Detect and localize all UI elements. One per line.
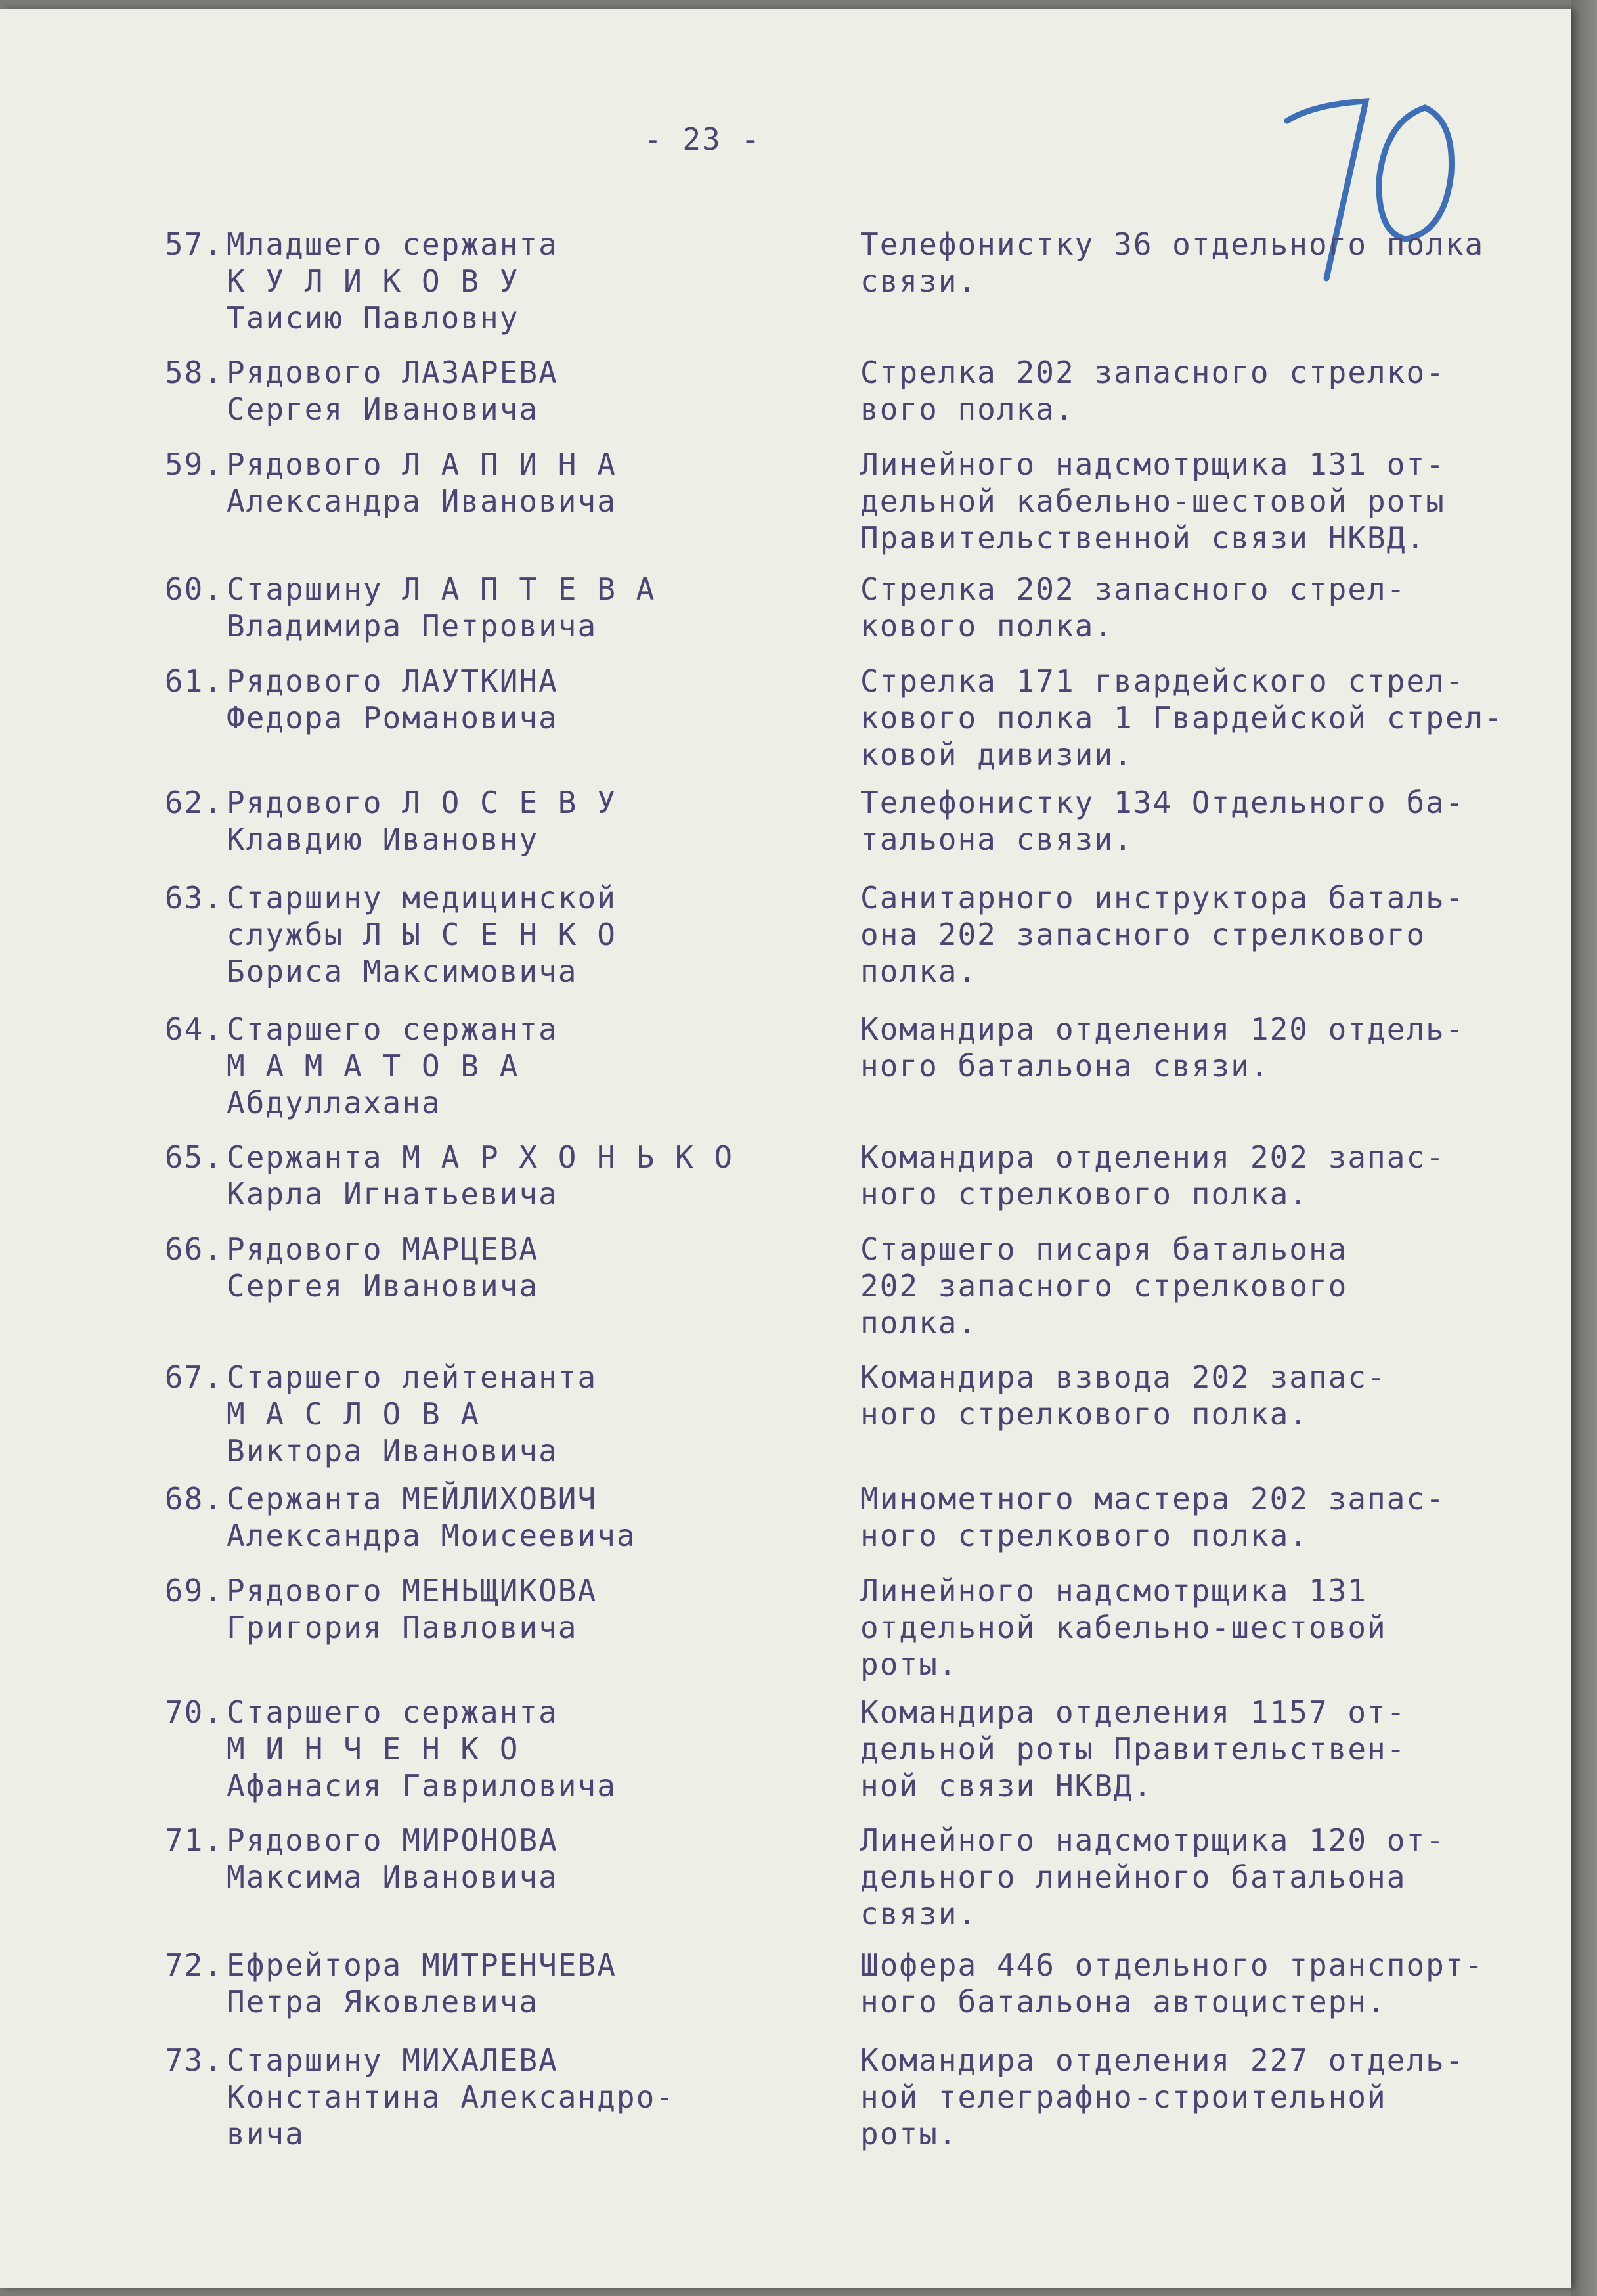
person-position: Санитарного инструктора баталь- она 202 запасного стрелкового полка. [860,880,1465,989]
person-position: Линейного надсмотрщика 120 от- дельного линейного батальона связи. [860,1822,1445,1932]
person-position: Командира отделения 120 отдель- ного батальона связи. [860,1011,1465,1084]
person-position: Стрелка 171 гвардейского стрел- кового полка 1 Гвардейской стрел- ковой дивизии. [860,663,1504,772]
person-position: Шофера 446 отдельного транспорт- ного батальона автоцистерн. [860,1947,1485,2020]
page-number: - 23 - [644,121,761,157]
entry-number: 59. [164,447,223,482]
document-page [0,9,1571,2288]
person-name: Старшину медицинской службы Л Ы С Е Н К О Бориса Максимовича [227,880,617,989]
entry-number: 73. [164,2042,223,2078]
person-name: Старшего сержанта М А М А Т О В А Абдуллахана [227,1011,558,1120]
person-position: Стрелка 202 запасного стрел- кового полка. [860,571,1407,644]
person-name: Рядового МИРОНОВА Максима Ивановича [227,1822,558,1895]
award-list [0,9,1571,2288]
entry-number: 57. [164,227,223,262]
entry-number: 68. [164,1481,223,1516]
entry-number: 61. [164,663,223,699]
entry-number: 62. [164,785,223,820]
person-position: Стрелка 202 запасного стрелко- вого полка. [860,355,1445,427]
person-name: Рядового МАРЦЕВА Сергея Ивановича [227,1231,539,1304]
person-position: Командира отделения 1157 от- дельной роты Правительствен- ной связи НКВД. [860,1694,1407,1803]
entry-number: 60. [164,571,223,607]
person-name: Ефрейтора МИТРЕНЧЕВА Петра Яковлевича [227,1947,617,2020]
person-position: Линейного надсмотрщика 131 отдельной кабельно-шестовой роты. [860,1573,1387,1682]
person-name: Старшего сержанта М И Н Ч Е Н К О Афанасия Гавриловича [227,1694,617,1803]
entry-number: 70. [164,1694,223,1730]
person-position: Телефонистку 36 отдельного полка связи. [860,227,1485,299]
entry-number: 65. [164,1139,223,1175]
entry-number: 64. [164,1011,223,1047]
person-position: Командира взвода 202 запас- ного стрелкового полка. [860,1359,1387,1432]
person-position: Старшего писаря батальона 202 запасного стрелкового полка. [860,1231,1348,1340]
entry-number: 66. [164,1231,223,1267]
entry-number: 67. [164,1359,223,1395]
entry-number: 72. [164,1947,223,1983]
person-name: Рядового Л А П И Н А Александра Ивановича [227,447,617,519]
person-name: Рядового ЛАУТКИНА Федора Романовича [227,663,558,736]
person-position: Линейного надсмотрщика 131 от- дельной кабельно-шестовой роты Правительственной связи НКВД. [860,447,1445,556]
person-position: Телефонистку 134 Отдельного ба- тальона связи. [860,785,1465,857]
person-position: Минометного мастера 202 запас- ного стрелкового полка. [860,1481,1445,1553]
person-name: Рядового МЕНЬЩИКОВА Григория Павловича [227,1573,598,1645]
person-position: Командира отделения 227 отдель- ной телеграфно-строительной роты. [860,2042,1465,2152]
entry-number: 63. [164,880,223,916]
person-name: Рядового Л О С Е В У Клавдию Ивановну [227,785,617,857]
person-position: Командира отделения 202 запас- ного стрелкового полка. [860,1139,1445,1212]
entry-number: 58. [164,355,223,390]
person-name: Старшего лейтенанта М А С Л О В А Виктора Ивановича [227,1359,598,1468]
person-name: Сержанта МЕЙЛИХОВИЧ Александра Моисеевича [227,1481,636,1553]
person-name: Сержанта М А Р Х О Н Ь К О Карла Игнатьевича [227,1139,734,1212]
person-name: Старшину Л А П Т Е В А Владимира Петровича [227,571,656,644]
scan-background-edge [1571,0,1597,2296]
person-name: Старшину МИХАЛЕВА Константина Александро- вича [227,2042,675,2152]
entry-number: 69. [164,1573,223,1608]
person-name: Рядового ЛАЗАРЕВА Сергея Ивановича [227,355,558,427]
entry-number: 71. [164,1822,223,1858]
person-name: Младшего сержанта К У Л И К О В У Таисию Павловну [227,227,558,336]
